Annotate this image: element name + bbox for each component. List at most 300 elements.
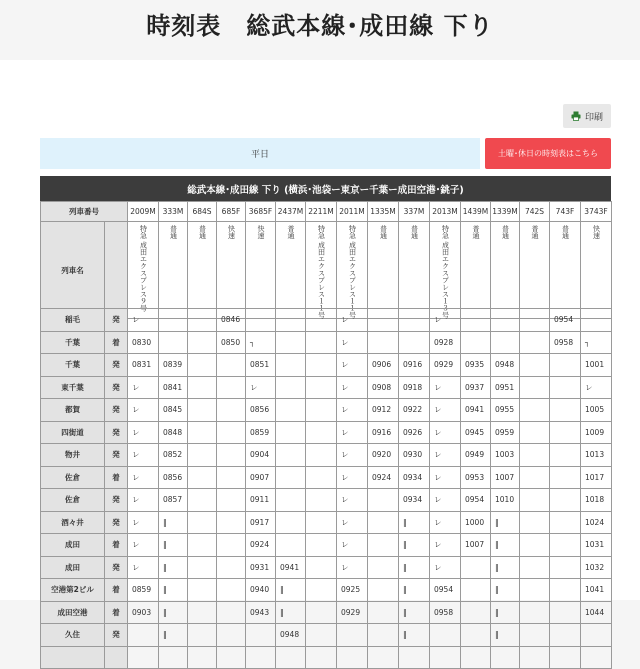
time-cell: [461, 624, 491, 647]
train-number: 742S: [520, 202, 550, 222]
time-cell: [491, 646, 520, 669]
time-cell: レ: [337, 511, 368, 534]
time-cell: レ: [430, 376, 461, 399]
time-cell: [520, 556, 550, 579]
time-cell: [188, 579, 217, 602]
time-cell: 1031: [581, 534, 612, 557]
time-cell: [188, 354, 217, 377]
table-row: [41, 534, 612, 557]
train-name-cell: [520, 222, 550, 319]
time-cell: [581, 624, 612, 647]
time-cell: [188, 601, 217, 624]
time-cell: [276, 534, 306, 557]
time-cell: [217, 354, 246, 377]
station-name: 佐倉: [41, 489, 105, 512]
train-number: 1339M: [491, 202, 520, 222]
time-cell: 0906: [368, 354, 399, 377]
train-name-cell: [159, 222, 188, 319]
time-cell: [550, 444, 581, 467]
time-cell: レ: [128, 309, 159, 332]
time-cell: [550, 556, 581, 579]
print-label: 印刷: [584, 112, 603, 123]
time-cell: [520, 579, 550, 602]
time-cell: 0924: [368, 466, 399, 489]
time-cell: ‖: [159, 534, 188, 557]
train-name-cell: [430, 222, 461, 319]
time-cell: [337, 646, 368, 669]
time-cell: 1003: [491, 444, 520, 467]
time-cell: ‖: [491, 601, 520, 624]
train-number: 337M: [399, 202, 430, 222]
table-row: [41, 489, 612, 512]
time-cell: [306, 466, 337, 489]
time-cell: [550, 354, 581, 377]
time-cell: レ: [128, 556, 159, 579]
time-cell: ‖: [276, 601, 306, 624]
time-cell: [246, 646, 276, 669]
station-name: 都賀: [41, 399, 105, 422]
time-cell: [520, 646, 550, 669]
page-title: 時刻表 総武本線･成田線 下り: [146, 12, 494, 40]
train-name: 普通: [501, 225, 510, 239]
time-cell: [520, 376, 550, 399]
time-cell: [520, 354, 550, 377]
time-cell: レ: [337, 421, 368, 444]
time-cell: [337, 624, 368, 647]
time-cell: 0839: [159, 354, 188, 377]
time-cell: 1000: [461, 511, 491, 534]
time-cell: [188, 624, 217, 647]
time-cell: [306, 534, 337, 557]
time-cell: 0959: [491, 421, 520, 444]
time-cell: 0856: [246, 399, 276, 422]
time-cell: [217, 489, 246, 512]
time-cell: [399, 331, 430, 354]
time-cell: [306, 421, 337, 444]
arrive-depart-label: 発: [105, 421, 128, 444]
arrive-depart-label: 着: [105, 466, 128, 489]
station-name: 成田: [41, 556, 105, 579]
timetable-title: 総武本線･成田線 下り (横浜･池袋ー東京ー千葉ー成田空港･銚子): [40, 176, 611, 201]
time-cell: レ: [430, 421, 461, 444]
station-name: 佐倉: [41, 466, 105, 489]
train-name-cell: [128, 222, 159, 319]
time-cell: レ: [430, 534, 461, 557]
time-cell: [188, 646, 217, 669]
train-name: 普通: [198, 225, 207, 239]
time-cell: [430, 646, 461, 669]
time-cell: 0930: [399, 444, 430, 467]
station-name: 久住: [41, 624, 105, 647]
time-cell: レ: [430, 444, 461, 467]
time-cell: 0941: [461, 399, 491, 422]
time-cell: 0846: [217, 309, 246, 332]
time-cell: [188, 421, 217, 444]
time-cell: [306, 354, 337, 377]
time-cell: 0920: [368, 444, 399, 467]
time-cell: 0925: [337, 579, 368, 602]
time-cell: 0845: [159, 399, 188, 422]
holiday-timetable-link[interactable]: 土曜･休日の時刻表はこちら: [485, 138, 611, 169]
time-cell: ‖: [159, 624, 188, 647]
time-cell: [461, 601, 491, 624]
time-cell: [368, 579, 399, 602]
train-name: 特急 成田エクスプレス１１号: [317, 225, 326, 319]
time-cell: [368, 511, 399, 534]
time-cell: [520, 309, 550, 332]
train-name: 普通: [531, 225, 539, 239]
time-cell: レ: [337, 556, 368, 579]
time-cell: [276, 421, 306, 444]
train-name: 特急 成田エクスプレス１１号: [348, 225, 357, 319]
train-name-cell: [306, 222, 337, 319]
time-cell: [276, 331, 306, 354]
time-cell: [368, 534, 399, 557]
time-cell: ‖: [491, 556, 520, 579]
time-cell: レ: [430, 399, 461, 422]
time-cell: [276, 376, 306, 399]
time-cell: 0949: [461, 444, 491, 467]
station-name: [41, 646, 105, 669]
train-name: 快速: [592, 225, 601, 239]
time-cell: 0940: [246, 579, 276, 602]
time-cell: [306, 399, 337, 422]
time-cell: ‖: [399, 556, 430, 579]
train-number: 2211M: [306, 202, 337, 222]
time-cell: [306, 331, 337, 354]
time-cell: [188, 376, 217, 399]
table-row: [41, 646, 612, 669]
train-number: 2009M: [128, 202, 159, 222]
time-cell: レ: [430, 511, 461, 534]
time-cell: [368, 601, 399, 624]
station-name: 千葉: [41, 354, 105, 377]
time-cell: [188, 489, 217, 512]
time-cell: [520, 511, 550, 534]
train-name-cell: [246, 222, 276, 319]
time-cell: 0954: [430, 579, 461, 602]
time-cell: 0912: [368, 399, 399, 422]
time-cell: [217, 556, 246, 579]
time-cell: [217, 376, 246, 399]
time-cell: [159, 309, 188, 332]
time-cell: 0850: [217, 331, 246, 354]
station-name: 物井: [41, 444, 105, 467]
station-name: 四街道: [41, 421, 105, 444]
time-cell: [550, 466, 581, 489]
time-cell: レ: [337, 309, 368, 332]
time-cell: レ: [128, 466, 159, 489]
time-cell: [550, 534, 581, 557]
time-cell: [306, 556, 337, 579]
time-cell: [581, 309, 612, 332]
arrive-depart-label: [105, 646, 128, 669]
train-name-cell: [491, 222, 520, 319]
time-cell: 0937: [461, 376, 491, 399]
train-name: 快速: [227, 225, 236, 239]
printer-icon: [571, 111, 581, 121]
time-cell: [217, 466, 246, 489]
title-area: [0, 0, 640, 60]
time-cell: 0934: [399, 489, 430, 512]
time-cell: 0958: [550, 331, 581, 354]
time-cell: [188, 399, 217, 422]
time-cell: ‖: [159, 579, 188, 602]
time-cell: [581, 646, 612, 669]
time-cell: [461, 556, 491, 579]
time-cell: [368, 331, 399, 354]
time-cell: ‖: [159, 511, 188, 534]
train-number: 3743F: [581, 202, 612, 222]
time-cell: [217, 444, 246, 467]
train-name-cell: [399, 222, 430, 319]
train-number: 743F: [550, 202, 581, 222]
time-cell: 1032: [581, 556, 612, 579]
time-cell: [276, 354, 306, 377]
arrive-depart-label: 着: [105, 534, 128, 557]
train-name-label: 列車名: [41, 222, 105, 319]
time-cell: 1010: [491, 489, 520, 512]
time-cell: [368, 646, 399, 669]
time-cell: レ: [128, 444, 159, 467]
time-cell: 0941: [276, 556, 306, 579]
time-cell: 0831: [128, 354, 159, 377]
time-cell: [306, 646, 337, 669]
time-cell: レ: [128, 534, 159, 557]
time-cell: [276, 466, 306, 489]
table-row: [41, 444, 612, 467]
time-cell: 0903: [128, 601, 159, 624]
table-row: [41, 556, 612, 579]
time-cell: [520, 466, 550, 489]
time-cell: [159, 646, 188, 669]
train-number: 2013M: [430, 202, 461, 222]
timetable-header: [40, 201, 612, 319]
time-cell: [550, 421, 581, 444]
train-name: 特急 成田エクスプレス１３号: [441, 225, 450, 319]
train-number-row: [41, 202, 612, 222]
time-cell: [188, 511, 217, 534]
table-row: [41, 309, 612, 332]
arrive-depart-label: 発: [105, 309, 128, 332]
time-cell: 0922: [399, 399, 430, 422]
time-cell: 0948: [276, 624, 306, 647]
table-row: [41, 331, 612, 354]
time-cell: 1044: [581, 601, 612, 624]
arrive-depart-label: 発: [105, 399, 128, 422]
time-cell: 0904: [246, 444, 276, 467]
time-cell: ‖: [491, 511, 520, 534]
time-cell: [550, 624, 581, 647]
time-cell: 0929: [337, 601, 368, 624]
time-cell: 1017: [581, 466, 612, 489]
table-row: [41, 376, 612, 399]
train-name: 普通: [287, 225, 295, 239]
time-cell: ‖: [399, 534, 430, 557]
print-button[interactable]: [563, 104, 611, 128]
time-cell: レ: [430, 489, 461, 512]
time-cell: [550, 646, 581, 669]
time-cell: レ: [128, 376, 159, 399]
table-row: [41, 466, 612, 489]
time-cell: 1013: [581, 444, 612, 467]
time-cell: [368, 309, 399, 332]
time-cell: 0929: [430, 354, 461, 377]
timetable-body-scroll[interactable]: [40, 315, 620, 640]
time-cell: 0848: [159, 421, 188, 444]
time-cell: 1018: [581, 489, 612, 512]
time-cell: [461, 579, 491, 602]
time-cell: 0859: [128, 579, 159, 602]
time-cell: [461, 331, 491, 354]
weekday-tab[interactable]: 平日: [40, 138, 480, 169]
table-row: [41, 579, 612, 602]
time-cell: レ: [128, 511, 159, 534]
time-cell: [368, 556, 399, 579]
time-cell: 1007: [461, 534, 491, 557]
time-cell: 0958: [430, 601, 461, 624]
train-number-label: 列車番号: [41, 202, 128, 222]
time-cell: [306, 376, 337, 399]
station-name: 東千葉: [41, 376, 105, 399]
time-cell: レ: [337, 489, 368, 512]
train-name: 快速: [257, 225, 265, 239]
time-cell: ‖: [491, 624, 520, 647]
time-cell: [550, 489, 581, 512]
time-cell: [217, 601, 246, 624]
time-cell: 0830: [128, 331, 159, 354]
table-row: [41, 624, 612, 647]
time-cell: [306, 511, 337, 534]
time-cell: [520, 601, 550, 624]
time-cell: ‖: [159, 556, 188, 579]
time-cell: [217, 646, 246, 669]
time-cell: [520, 444, 550, 467]
time-cell: レ: [337, 444, 368, 467]
time-cell: 0931: [246, 556, 276, 579]
time-cell: [306, 579, 337, 602]
station-name: 成田: [41, 534, 105, 557]
time-cell: [306, 624, 337, 647]
time-cell: ‖: [159, 601, 188, 624]
time-cell: [128, 646, 159, 669]
time-cell: レ: [337, 354, 368, 377]
time-cell: 0851: [246, 354, 276, 377]
time-cell: 1005: [581, 399, 612, 422]
time-cell: [188, 331, 217, 354]
time-cell: [491, 309, 520, 332]
time-cell: [461, 309, 491, 332]
train-name-cell: [217, 222, 246, 319]
train-number: 2011M: [337, 202, 368, 222]
time-cell: [188, 534, 217, 557]
time-cell: 0954: [461, 489, 491, 512]
time-cell: 0907: [246, 466, 276, 489]
time-cell: [217, 421, 246, 444]
train-name: 普通: [410, 225, 419, 239]
time-cell: [306, 601, 337, 624]
train-name: 普通: [379, 225, 388, 239]
train-name-cell: [188, 222, 217, 319]
train-name: 普通: [169, 225, 178, 239]
time-cell: 0935: [461, 354, 491, 377]
time-cell: 0857: [159, 489, 188, 512]
time-cell: [217, 511, 246, 534]
train-number: 1335M: [368, 202, 399, 222]
time-cell: レ: [128, 421, 159, 444]
arrive-depart-label: 発: [105, 624, 128, 647]
train-name-cell: [581, 222, 612, 319]
time-cell: [217, 624, 246, 647]
header-blank-cell: [105, 222, 128, 319]
time-cell: 0924: [246, 534, 276, 557]
time-cell: [550, 399, 581, 422]
time-cell: 0954: [550, 309, 581, 332]
time-cell: ┐: [581, 331, 612, 354]
time-cell: ‖: [399, 511, 430, 534]
time-cell: [188, 444, 217, 467]
train-name: 普通: [472, 225, 480, 239]
train-name-row: [41, 222, 612, 319]
time-cell: 0918: [399, 376, 430, 399]
time-cell: ┐: [246, 331, 276, 354]
time-cell: [368, 489, 399, 512]
arrive-depart-label: 発: [105, 354, 128, 377]
time-cell: 0908: [368, 376, 399, 399]
train-name-cell: [337, 222, 368, 319]
time-cell: [491, 331, 520, 354]
time-cell: [520, 624, 550, 647]
table-row: [41, 354, 612, 377]
time-cell: [520, 534, 550, 557]
time-cell: [246, 309, 276, 332]
time-cell: 0951: [491, 376, 520, 399]
time-cell: [217, 399, 246, 422]
train-name: 普通: [561, 225, 570, 239]
time-cell: [276, 646, 306, 669]
time-cell: 0852: [159, 444, 188, 467]
time-cell: [306, 444, 337, 467]
time-cell: 0856: [159, 466, 188, 489]
time-cell: [276, 489, 306, 512]
time-cell: [550, 511, 581, 534]
table-row: [41, 511, 612, 534]
arrive-depart-label: 発: [105, 489, 128, 512]
time-cell: ‖: [491, 579, 520, 602]
arrive-depart-label: 発: [105, 376, 128, 399]
time-cell: レ: [128, 399, 159, 422]
arrive-depart-label: 発: [105, 511, 128, 534]
time-cell: [520, 399, 550, 422]
time-cell: [520, 421, 550, 444]
time-cell: レ: [581, 376, 612, 399]
time-cell: [550, 579, 581, 602]
time-cell: [128, 624, 159, 647]
station-name: 成田空港: [41, 601, 105, 624]
time-cell: レ: [430, 556, 461, 579]
timetable-body: [40, 308, 612, 669]
time-cell: [188, 466, 217, 489]
train-name-cell: [461, 222, 491, 319]
time-cell: 0911: [246, 489, 276, 512]
train-number: 684S: [188, 202, 217, 222]
time-cell: [246, 624, 276, 647]
time-cell: [217, 579, 246, 602]
time-cell: [520, 489, 550, 512]
time-cell: レ: [337, 376, 368, 399]
train-number: 3685F: [246, 202, 276, 222]
time-cell: 0943: [246, 601, 276, 624]
